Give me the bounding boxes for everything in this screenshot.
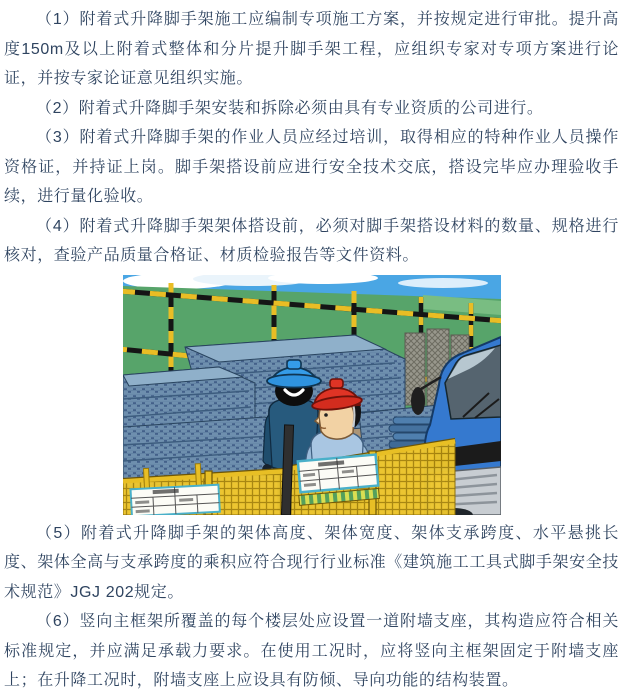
paragraph-4: （4）附着式升降脚手架架体搭设前，必须对脚手架搭设材料的数量、规格进行核对，查验产品质量合格证、材质检验报告等文件资料。 xyxy=(4,217,619,264)
paragraph-5: （5）附着式升降脚手架的架体高度、架体宽度、架体支承跨度、水平悬挑长度、架体全高与支承跨度的乘积应符合现行行业标准《建筑施工工具式脚手架安全技术规范》JGJ 202规定。 xyxy=(4,524,619,601)
paragraph-1: （1）附着式升降脚手架施工应编制专项施工方案，并按规定进行审批。提升高度150m及以上附着式整体和分片提升脚手架工程，应组织专家对专项方案进行论证，并按专家论证意见组织实施。 xyxy=(4,11,619,87)
construction-site-illustration xyxy=(123,275,501,515)
illustration-svg xyxy=(123,275,501,515)
paragraph-2: （2）附着式升降脚手架安装和拆除必须由具有专业资质的公司进行。 xyxy=(36,99,544,117)
paragraph-6: （6）竖向主框架所覆盖的每个楼层处应设置一道附墙支座，其构造应符合相关标准规定，并应满足承载力要求。在使用工况时，应将竖向主框架固定于附墙支座上；在升降工况时，附墙支座上应设具有防倾、导向功能的结构装置。 xyxy=(4,613,619,689)
material-sign-center xyxy=(295,454,379,505)
paragraph-3: （3）附着式升降脚手架的作业人员应经过培训，取得相应的特种作业人员操作资格证，并持证上岗。脚手架搭设前应进行安全技术交底，搭设完毕应办理验收手续，进行量化验收。 xyxy=(4,129,619,205)
